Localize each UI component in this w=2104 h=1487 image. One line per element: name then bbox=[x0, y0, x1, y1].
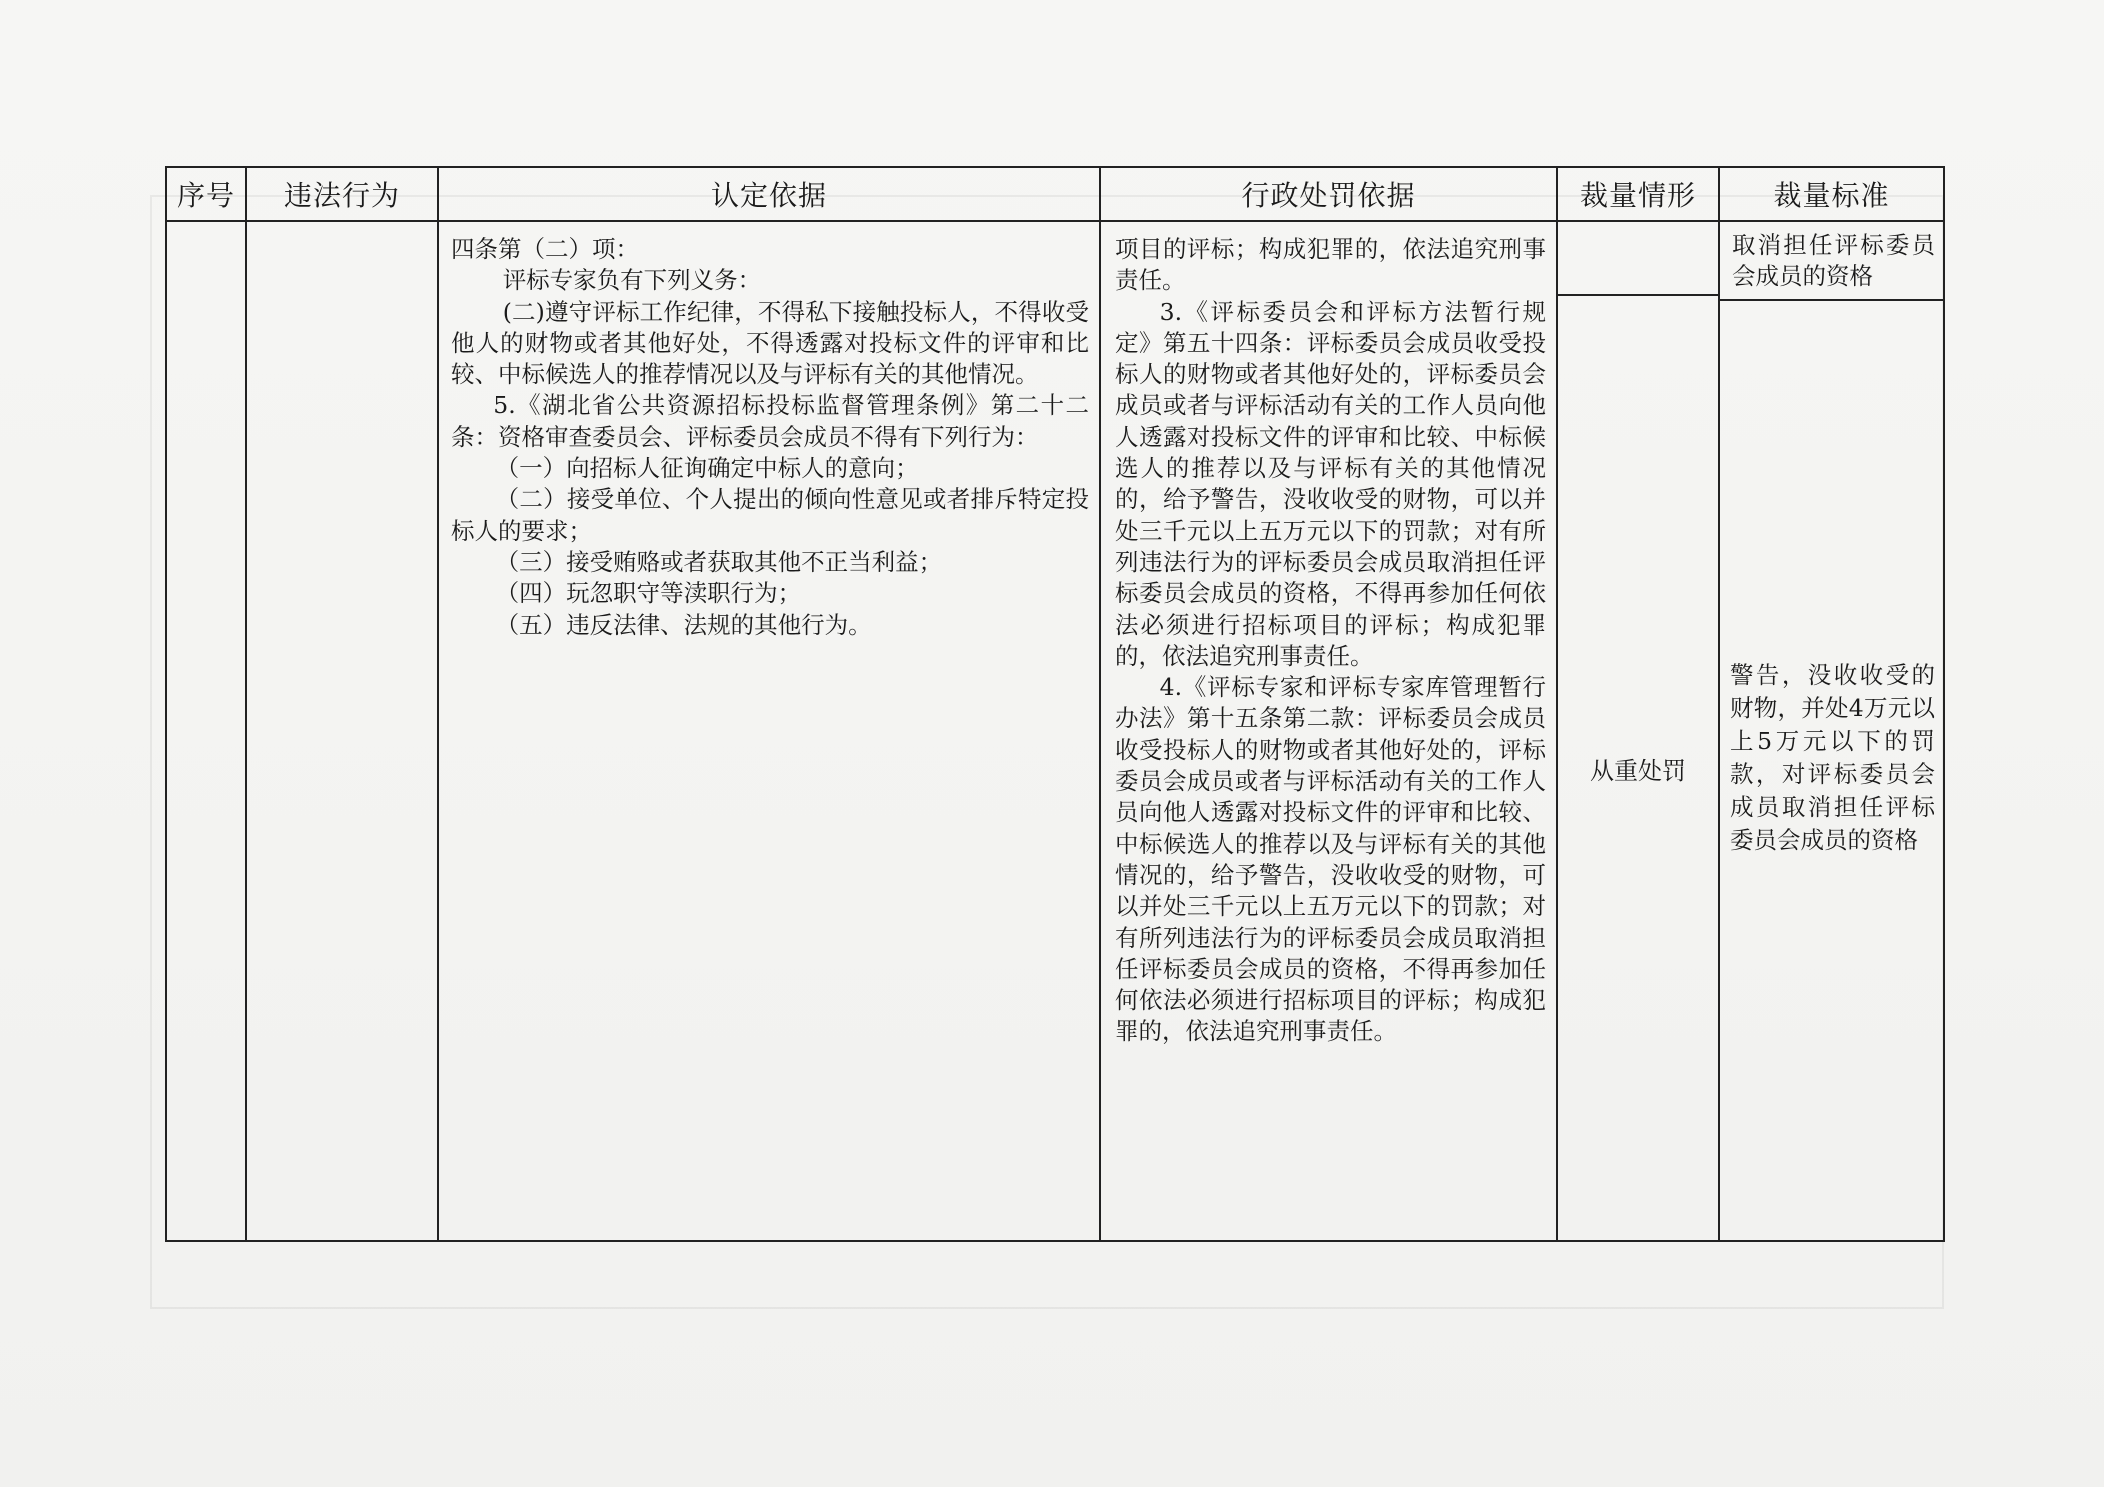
penalty-paragraph: 3.《评标委员会和评标方法暂行规定》第五十四条：评标委员会成员收受投标人的财物或者其他好处的，评标委员会成员或者与评标活动有关的工作人员向他人透露对投标文件的评审和比较、中标候选人的推荐以及与评标有关的其他情况的，给予警告，没收收受的财物，可以并处三千元以上五万元以下的罚款；对有所列违法行为的评标委员会成员取消担任评标委员会成员的资格，不得再参加任何依法必须进行招标项目的评标；构成犯罪的，依法追究刑事责任。 bbox=[1115, 297, 1546, 670]
discretion-situation-cell bbox=[1557, 221, 1719, 1241]
header-determination-basis: 认定依据 bbox=[438, 167, 1100, 221]
basis-paragraph: (二)遵守评标工作纪律，不得私下接触投标人，不得收受他人的财物或者其他好处，不得透露对投标文件的评审和比较、中标候选人的推荐情况以及与评标有关的其他情况。 bbox=[451, 297, 1089, 389]
header-violation: 违法行为 bbox=[246, 167, 438, 221]
standard-main-subcell: 警告，没收收受的财物，并处4万元以上5万元以下的罚款，对评标委员会成员取消担任评标委员会成员的资格 bbox=[1730, 660, 1935, 854]
violation-cell bbox=[246, 221, 438, 1241]
penalty-paragraph: 项目的评标；构成犯罪的，依法追究刑事责任。 bbox=[1115, 235, 1546, 295]
basis-paragraph: （五）违反法律、法规的其他行为。 bbox=[495, 610, 872, 639]
situation-top-subcell bbox=[1558, 222, 1718, 296]
determination-basis-cell bbox=[438, 221, 1100, 1241]
basis-paragraph: 四条第（二）项： bbox=[451, 235, 639, 263]
header-discretion-situation: 裁量情形 bbox=[1557, 167, 1719, 221]
header-serial-number: 序号 bbox=[166, 167, 246, 221]
header-row bbox=[166, 167, 1944, 221]
standard-top-subcell: 取消担任评标委员会成员的资格 bbox=[1720, 222, 1943, 301]
penalty-basis-cell bbox=[1100, 221, 1557, 1241]
basis-paragraph: 评标专家负有下列义务： bbox=[502, 266, 762, 295]
table-row bbox=[166, 221, 1944, 1241]
header-penalty-basis: 行政处罚依据 bbox=[1100, 167, 1557, 221]
basis-paragraph: （二）接受单位、个人提出的倾向性意见或者排斥特定投标人的要求； bbox=[451, 485, 1089, 545]
header-discretion-standard: 裁量标准 bbox=[1719, 167, 1944, 221]
basis-paragraph: （一）向招标人征询确定中标人的意向； bbox=[495, 454, 919, 483]
situation-main-subcell: 从重处罚 bbox=[1590, 756, 1686, 785]
discretion-standard-cell bbox=[1719, 221, 1944, 1241]
penalty-discretion-table bbox=[165, 166, 1945, 1242]
basis-paragraph: 5.《湖北省公共资源招标投标监督管理条例》第二十二条：资格审查委员会、评标委员会成员不得有下列行为： bbox=[451, 391, 1089, 451]
basis-paragraph: （三）接受贿赂或者获取其他不正当利益； bbox=[495, 547, 943, 576]
penalty-paragraph: 4.《评标专家和评标专家库管理暂行办法》第十五条第二款：评标委员会成员收受投标人的财物或者其他好处的，评标委员会成员或者与评标活动有关的工作人员向他人透露对投标文件的评审和比较、中标候选人的推荐以及与评标有关的其他情况的，给予警告，没收收受的财物，可以并处三千元以上五万元以下的罚款；对有所列违法行为的评标委员会成员取消担任评标委员会成员的资格，不得再参加任何依法必须进行招标项目的评标；构成犯罪的，依法追究刑事责任。 bbox=[1115, 673, 1546, 1046]
serial-number-cell bbox=[166, 221, 246, 1241]
basis-paragraph: （四）玩忽职守等渎职行为； bbox=[495, 579, 802, 608]
